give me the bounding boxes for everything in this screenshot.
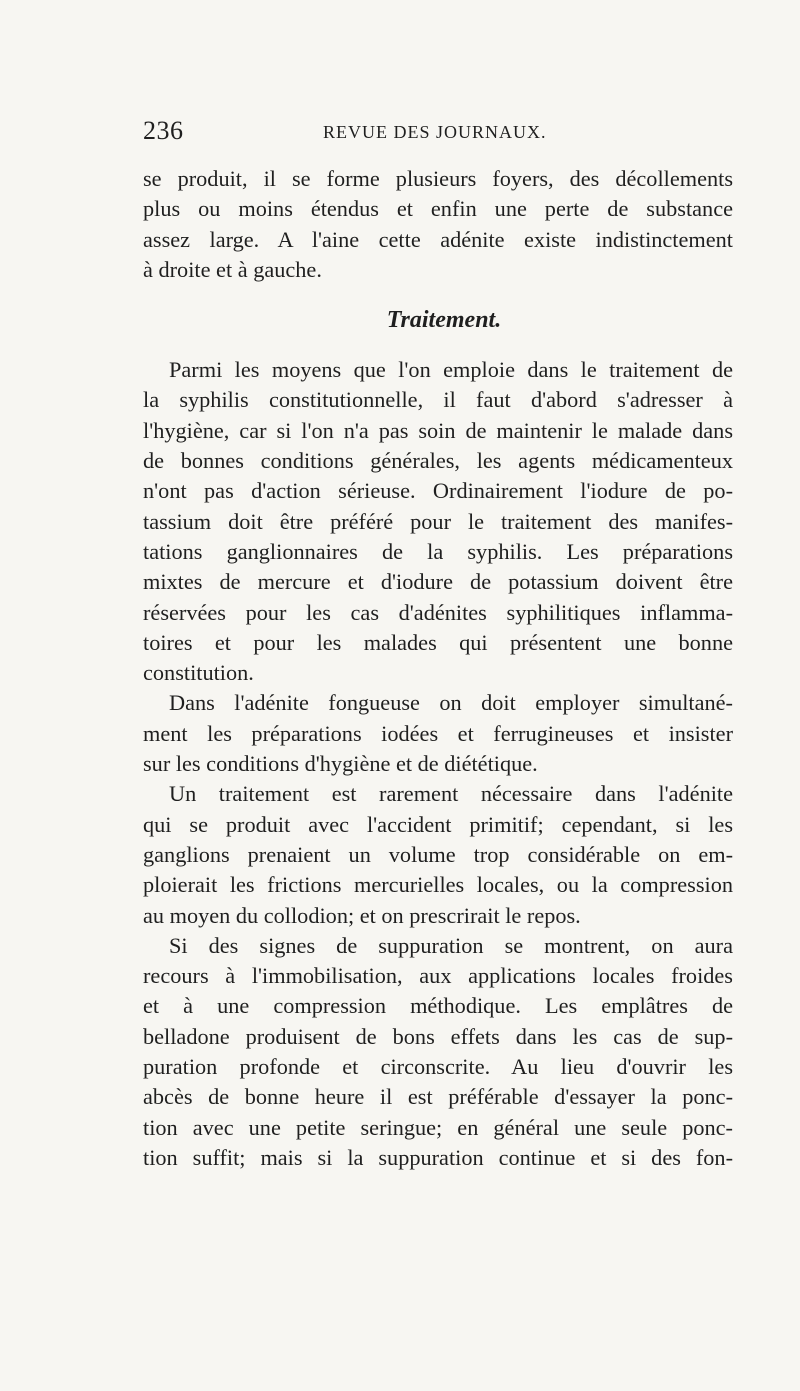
body-text (143, 164, 733, 1173)
text-line: Dans l'adénite fongueuse on doit employer simultané- (169, 690, 733, 716)
text-line: Si des signes de suppuration se montrent, on aura (169, 932, 733, 958)
text-line: ment les préparations iodées et ferrugineuses et insister (143, 720, 733, 746)
text-line: Parmi les moyens que l'on emploie dans le traitement de (169, 357, 733, 383)
text-line: abcès de bonne heure il est préférable d'essayer la ponc- (143, 1084, 733, 1110)
text-line: tion suffit; mais si la suppuration continue et si des fon- (143, 1144, 733, 1170)
text-line: assez large. A l'aine cette adénite existe indistinctement (143, 226, 733, 252)
text-line: se produit, il se forme plusieurs foyers, des décollements (143, 166, 733, 191)
text-line: constitution. (143, 660, 254, 686)
text-line: l'hygiène, car si l'on n'a pas soin de maintenir le malade dans (143, 417, 733, 443)
text-line: à droite et à gauche. (143, 256, 322, 282)
text-line: tations ganglionnaires de la syphilis. Les préparations (143, 538, 733, 564)
page-number: 236 (143, 116, 184, 145)
text-line: au moyen du collodion; et on prescrirait le repos. (143, 902, 581, 928)
text-line: mixtes de mercure et d'iodure de potassium doivent être (143, 569, 733, 595)
page-header (143, 116, 733, 146)
text-line: belladone produisent de bons effets dans les cas de sup- (143, 1023, 733, 1049)
text-line: ganglions prenaient un volume trop considérable on em- (143, 841, 733, 867)
text-line: et à une compression méthodique. Les emplâtres de (143, 993, 733, 1019)
running-head: REVUE DES JOURNAUX. (323, 122, 547, 142)
text-line: n'ont pas d'action sérieuse. Ordinairement l'iodure de po- (143, 478, 733, 504)
text-line: recours à l'immobilisation, aux applications locales froides (143, 963, 733, 989)
section-title: Traitement. (386, 307, 502, 334)
text-line: Un traitement est rarement nécessaire dans l'adénite (169, 781, 733, 807)
text-line: puration profonde et circonscrite. Au lieu d'ouvrir les (143, 1054, 733, 1080)
text-line: ploierait les frictions mercurielles locales, ou la compression (143, 872, 733, 898)
text-line: tion avec une petite seringue; en général une seule ponc- (143, 1114, 733, 1140)
text-line: plus ou moins étendus et enfin une perte de substance (143, 196, 733, 222)
text-line: sur les conditions d'hygiène et de diététique. (143, 751, 538, 777)
text-line: tassium doit être préféré pour le traitement des manifes- (143, 508, 733, 534)
text-line: la syphilis constitutionnelle, il faut d'abord s'adresser à (143, 387, 733, 413)
text-line: réservées pour les cas d'adénites syphilitiques inflamma- (143, 599, 733, 625)
text-line: toires et pour les malades qui présentent une bonne (143, 629, 733, 655)
text-line: qui se produit avec l'accident primitif; cependant, si les (143, 811, 733, 837)
text-line: de bonnes conditions générales, les agents médicamenteux (143, 448, 733, 474)
